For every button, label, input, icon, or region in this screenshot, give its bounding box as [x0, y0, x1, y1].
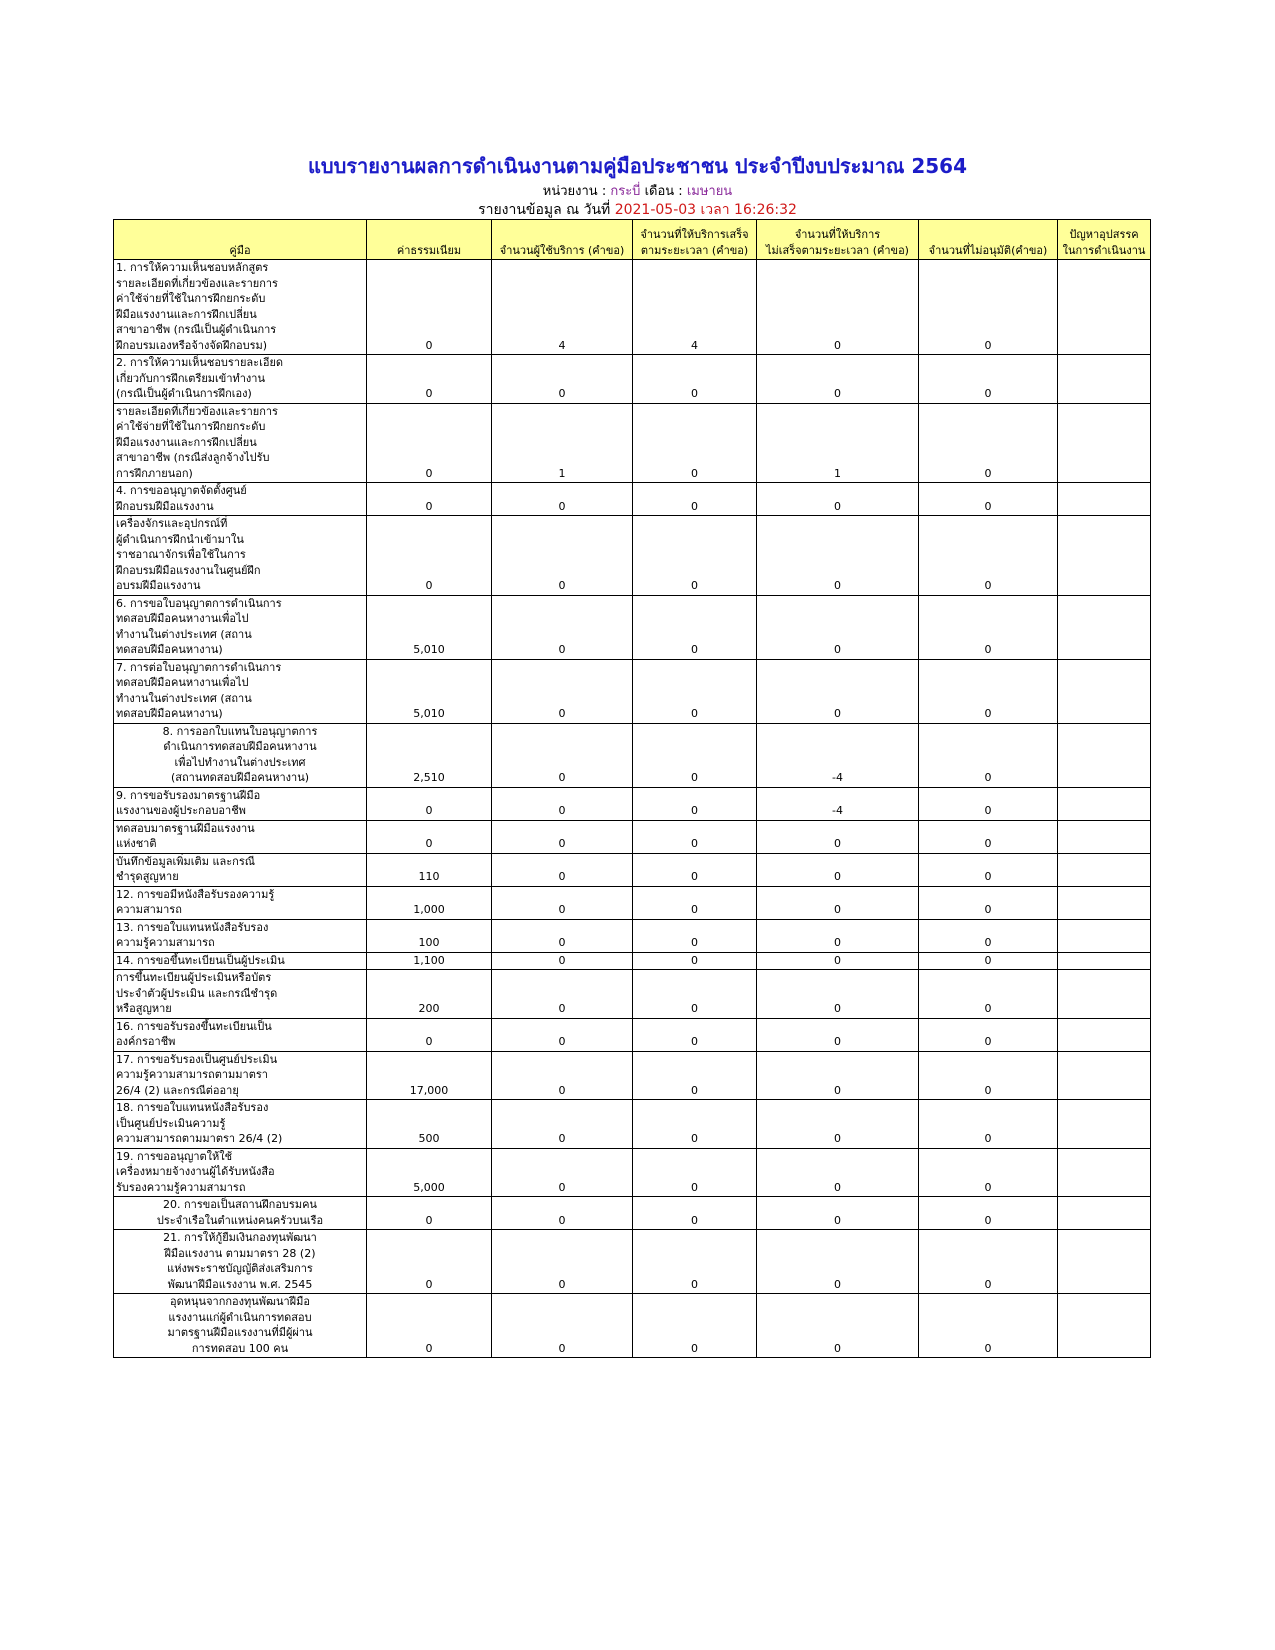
row-rejected: 0: [919, 1100, 1058, 1149]
row-rejected: 0: [919, 787, 1058, 820]
row-users: 4: [492, 260, 633, 355]
col-header-problem: ปัญหาอุปสรรค ในการดำเนินงาน: [1058, 220, 1151, 260]
row-problem: [1058, 595, 1151, 659]
row-ontime: 0: [633, 1230, 757, 1294]
row-fee: 0: [367, 1294, 492, 1358]
row-rejected: 0: [919, 595, 1058, 659]
row-users: 0: [492, 1230, 633, 1294]
row-name: ทดสอบมาตรฐานฝีมือแรงงาน แห่งชาติ: [114, 820, 367, 853]
row-problem: [1058, 659, 1151, 723]
table-row: [114, 970, 1151, 1019]
row-rejected: 0: [919, 970, 1058, 1019]
row-users: 0: [492, 1100, 633, 1149]
row-late: 1: [757, 403, 919, 483]
row-ontime: 0: [633, 970, 757, 1019]
month-value: เมษายน: [686, 184, 733, 199]
row-late: 0: [757, 1148, 919, 1197]
row-rejected: 0: [919, 1197, 1058, 1230]
row-fee: 0: [367, 1197, 492, 1230]
row-late: 0: [757, 483, 919, 516]
row-rejected: 0: [919, 355, 1058, 404]
row-rejected: 0: [919, 1018, 1058, 1051]
table-row: [114, 659, 1151, 723]
row-fee: 5,010: [367, 595, 492, 659]
row-late: 0: [757, 970, 919, 1019]
row-late: 0: [757, 820, 919, 853]
row-users: 1: [492, 403, 633, 483]
row-users: 0: [492, 659, 633, 723]
row-fee: 0: [367, 355, 492, 404]
row-problem: [1058, 952, 1151, 970]
row-name: 1. การให้ความเห็นชอบหลักสูตร รายละเอียดที่เกี่ยวข้องและรายการ ค่าใช้จ่ายที่ใช้ในการฝึกยกระดับ ฝีมือแรงงานและการฝึกเปลี่ยน สาขาอาชีพ (กรณีเป็นผู้ดำเนินการ ฝึกอบรมเองหรือจ้างจัดฝึกอบรม): [114, 260, 367, 355]
row-users: 0: [492, 787, 633, 820]
unit-line: [0, 180, 1275, 201]
row-fee: 500: [367, 1100, 492, 1149]
row-late: -4: [757, 787, 919, 820]
table-row: [114, 1230, 1151, 1294]
row-rejected: 0: [919, 260, 1058, 355]
table-row: [114, 355, 1151, 404]
row-rejected: 0: [919, 820, 1058, 853]
row-rejected: 0: [919, 1051, 1058, 1100]
report-label: รายงานข้อมูล ณ วันที่: [478, 202, 611, 218]
row-name: 7. การต่อใบอนุญาตการดำเนินการ ทดสอบฝีมือคนหางานเพื่อไป ทำงานในต่างประเทศ (สถาน ทดสอบฝีมือคนหางาน): [114, 659, 367, 723]
row-ontime: 0: [633, 1197, 757, 1230]
row-rejected: 0: [919, 483, 1058, 516]
row-ontime: 0: [633, 886, 757, 919]
row-name: อุดหนุนจากกองทุนพัฒนาฝีมือ แรงงานแก่ผู้ดำเนินการทดสอบ มาตรฐานฝีมือแรงงานที่มีผู้ผ่าน การทดสอบ 100 คน: [114, 1294, 367, 1358]
row-users: 0: [492, 1148, 633, 1197]
row-problem: [1058, 886, 1151, 919]
table-row: [114, 919, 1151, 952]
row-name: 16. การขอรับรองขึ้นทะเบียนเป็น องค์กรอาชีพ: [114, 1018, 367, 1051]
row-users: 0: [492, 1051, 633, 1100]
col-header-rejected: จำนวนที่ไม่อนุมัติ(คำขอ): [919, 220, 1058, 260]
table-row: [114, 853, 1151, 886]
row-problem: [1058, 1051, 1151, 1100]
row-name: 18. การขอใบแทนหนังสือรับรอง เป็นศูนย์ประเมินความรู้ ความสามารถตามมาตรา 26/4 (2): [114, 1100, 367, 1149]
month-label: เดือน :: [644, 184, 683, 199]
col-header-users: จำนวนผู้ใช้บริการ (คำขอ): [492, 220, 633, 260]
row-fee: 1,000: [367, 886, 492, 919]
row-name: เครื่องจักรและอุปกรณ์ที่ ผู้ดำเนินการฝึกนำเข้ามาใน ราชอาณาจักรเพื่อใช้ในการ ฝึกอบรมฝีมือแรงงานในศูนย์ฝึก อบรมฝีมือแรงงาน: [114, 516, 367, 596]
row-ontime: 0: [633, 659, 757, 723]
row-ontime: 0: [633, 516, 757, 596]
row-name: 4. การขออนุญาตจัดตั้งศูนย์ ฝึกอบรมฝีมือแรงงาน: [114, 483, 367, 516]
row-name: 12. การขอมีหนังสือรับรองความรู้ ความสามารถ: [114, 886, 367, 919]
row-problem: [1058, 787, 1151, 820]
row-fee: 0: [367, 260, 492, 355]
row-late: 0: [757, 355, 919, 404]
row-rejected: 0: [919, 1294, 1058, 1358]
row-late: -4: [757, 723, 919, 787]
row-fee: 0: [367, 820, 492, 853]
report-title: แบบรายงานผลการดำเนินงานตามคู่มือประชาชน ประจำปีงบประมาณ 2564: [308, 154, 967, 178]
table-row: [114, 1051, 1151, 1100]
row-problem: [1058, 1294, 1151, 1358]
row-ontime: 0: [633, 483, 757, 516]
row-late: 0: [757, 1051, 919, 1100]
row-fee: 1,100: [367, 952, 492, 970]
row-name: รายละเอียดที่เกี่ยวข้องและรายการ ค่าใช้จ่ายที่ใช้ในการฝึกยกระดับ ฝีมือแรงงานและการฝึกเปลี่ยน สาขาอาชีพ (กรณีส่งลูกจ้างไปรับ การฝึกภายนอก): [114, 403, 367, 483]
row-problem: [1058, 516, 1151, 596]
report-datetime: 2021-05-03 เวลา 16:26:32: [614, 202, 797, 218]
row-problem: [1058, 723, 1151, 787]
row-rejected: 0: [919, 723, 1058, 787]
row-ontime: 0: [633, 723, 757, 787]
row-late: 0: [757, 595, 919, 659]
table-row: [114, 1018, 1151, 1051]
row-rejected: 0: [919, 659, 1058, 723]
row-users: 0: [492, 723, 633, 787]
col-header-ontime: จำนวนที่ให้บริการเสร็จ ตามระยะเวลา (คำขอ): [633, 220, 757, 260]
table-row: [114, 886, 1151, 919]
table-row: [114, 1148, 1151, 1197]
col-header-manual: คู่มือ: [114, 220, 367, 260]
row-problem: [1058, 260, 1151, 355]
row-name: 19. การขออนุญาตให้ใช้ เครื่องหมายจ้างงานผู้ได้รับหนังสือ รับรองความรู้ความสามารถ: [114, 1148, 367, 1197]
row-late: 0: [757, 260, 919, 355]
row-ontime: 0: [633, 820, 757, 853]
table-header-row: [114, 220, 1151, 260]
row-problem: [1058, 1018, 1151, 1051]
row-ontime: 0: [633, 355, 757, 404]
row-late: 0: [757, 919, 919, 952]
table-row: [114, 1294, 1151, 1358]
row-name: 21. การให้กู้ยืมเงินกองทุนพัฒนา ฝีมือแรงงาน ตามมาตรา 28 (2) แห่งพระราชบัญญัติส่งเสริมการ พัฒนาฝีมือแรงงาน พ.ศ. 2545: [114, 1230, 367, 1294]
row-fee: 5,000: [367, 1148, 492, 1197]
report-table: [113, 219, 1151, 1358]
table-row: [114, 595, 1151, 659]
row-late: 0: [757, 1100, 919, 1149]
row-problem: [1058, 403, 1151, 483]
row-ontime: 0: [633, 1018, 757, 1051]
row-ontime: 0: [633, 853, 757, 886]
row-fee: 200: [367, 970, 492, 1019]
row-name: 13. การขอใบแทนหนังสือรับรอง ความรู้ความสามารถ: [114, 919, 367, 952]
row-ontime: 0: [633, 1294, 757, 1358]
row-fee: 110: [367, 853, 492, 886]
row-name: การขึ้นทะเบียนผู้ประเมินหรือบัตร ประจำตัวผู้ประเมิน และกรณีชำรุด หรือสูญหาย: [114, 970, 367, 1019]
table-row: [114, 403, 1151, 483]
row-users: 0: [492, 886, 633, 919]
row-problem: [1058, 1100, 1151, 1149]
row-users: 0: [492, 1294, 633, 1358]
row-ontime: 0: [633, 919, 757, 952]
unit-value: กระบี่: [610, 184, 641, 199]
row-fee: 0: [367, 403, 492, 483]
row-ontime: 0: [633, 787, 757, 820]
row-users: 0: [492, 595, 633, 659]
row-name: 2. การให้ความเห็นชอบรายละเอียด เกี่ยวกับการฝึกเตรียมเข้าทำงาน (กรณีเป็นผู้ดำเนินการฝึกเอง): [114, 355, 367, 404]
row-fee: 0: [367, 1230, 492, 1294]
row-name: บันทึกข้อมูลเพิ่มเติม และกรณี ชำรุดสูญหาย: [114, 853, 367, 886]
row-users: 0: [492, 820, 633, 853]
row-rejected: 0: [919, 919, 1058, 952]
unit-label: หน่วยงาน :: [542, 184, 607, 199]
row-ontime: 0: [633, 1100, 757, 1149]
row-name: 8. การออกใบแทนใบอนุญาตการ ดำเนินการทดสอบฝีมือคนหางาน เพื่อไปทำงานในต่างประเทศ (สถานทดสอบฝีมือคนหางาน): [114, 723, 367, 787]
row-users: 0: [492, 483, 633, 516]
row-problem: [1058, 355, 1151, 404]
table-row: [114, 723, 1151, 787]
row-fee: 2,510: [367, 723, 492, 787]
row-problem: [1058, 853, 1151, 886]
row-late: 0: [757, 952, 919, 970]
row-late: 0: [757, 1230, 919, 1294]
row-late: 0: [757, 659, 919, 723]
row-name: 20. การขอเป็นสถานฝึกอบรมคน ประจำเรือในตำแหน่งคนครัวบนเรือ: [114, 1197, 367, 1230]
row-rejected: 0: [919, 853, 1058, 886]
row-ontime: 0: [633, 1051, 757, 1100]
row-name: 6. การขอใบอนุญาตการดำเนินการ ทดสอบฝีมือคนหางานเพื่อไป ทำงานในต่างประเทศ (สถาน ทดสอบฝีมือคนหางาน): [114, 595, 367, 659]
row-fee: 17,000: [367, 1051, 492, 1100]
row-rejected: 0: [919, 403, 1058, 483]
row-fee: 0: [367, 516, 492, 596]
table-row: [114, 952, 1151, 970]
row-rejected: 0: [919, 1148, 1058, 1197]
row-ontime: 0: [633, 403, 757, 483]
row-rejected: 0: [919, 1230, 1058, 1294]
row-users: 0: [492, 919, 633, 952]
row-problem: [1058, 1148, 1151, 1197]
row-fee: 0: [367, 483, 492, 516]
table-row: [114, 483, 1151, 516]
row-fee: 0: [367, 787, 492, 820]
row-rejected: 0: [919, 886, 1058, 919]
row-users: 0: [492, 1197, 633, 1230]
col-header-fee: ค่าธรรมเนียม: [367, 220, 492, 260]
row-ontime: 0: [633, 952, 757, 970]
row-fee: 100: [367, 919, 492, 952]
table-row: [114, 820, 1151, 853]
row-late: 0: [757, 1294, 919, 1358]
row-ontime: 4: [633, 260, 757, 355]
row-problem: [1058, 820, 1151, 853]
row-name: 17. การขอรับรองเป็นศูนย์ประเมิน ความรู้ความสามารถตามมาตรา 26/4 (2) และกรณีต่ออายุ: [114, 1051, 367, 1100]
table-row: [114, 516, 1151, 596]
row-rejected: 0: [919, 516, 1058, 596]
row-ontime: 0: [633, 1148, 757, 1197]
row-late: 0: [757, 1197, 919, 1230]
row-fee: 5,010: [367, 659, 492, 723]
row-users: 0: [492, 516, 633, 596]
row-late: 0: [757, 1018, 919, 1051]
report-date-line: [0, 199, 1275, 221]
row-problem: [1058, 970, 1151, 1019]
row-problem: [1058, 483, 1151, 516]
col-header-late: จำนวนที่ให้บริการ ไม่เสร็จตามระยะเวลา (คำขอ): [757, 220, 919, 260]
row-name: 14. การขอขึ้นทะเบียนเป็นผู้ประเมิน: [114, 952, 367, 970]
table-row: [114, 260, 1151, 355]
row-late: 0: [757, 853, 919, 886]
row-name: 9. การขอรับรองมาตรฐานฝีมือ แรงงานของผู้ประกอบอาชีพ: [114, 787, 367, 820]
row-problem: [1058, 1230, 1151, 1294]
row-fee: 0: [367, 1018, 492, 1051]
row-ontime: 0: [633, 595, 757, 659]
row-late: 0: [757, 886, 919, 919]
row-users: 0: [492, 853, 633, 886]
row-users: 0: [492, 1018, 633, 1051]
row-users: 0: [492, 952, 633, 970]
row-users: 0: [492, 970, 633, 1019]
row-problem: [1058, 1197, 1151, 1230]
row-rejected: 0: [919, 952, 1058, 970]
row-users: 0: [492, 355, 633, 404]
row-late: 0: [757, 516, 919, 596]
row-problem: [1058, 919, 1151, 952]
table-row: [114, 1197, 1151, 1230]
table-row: [114, 1100, 1151, 1149]
table-row: [114, 787, 1151, 820]
